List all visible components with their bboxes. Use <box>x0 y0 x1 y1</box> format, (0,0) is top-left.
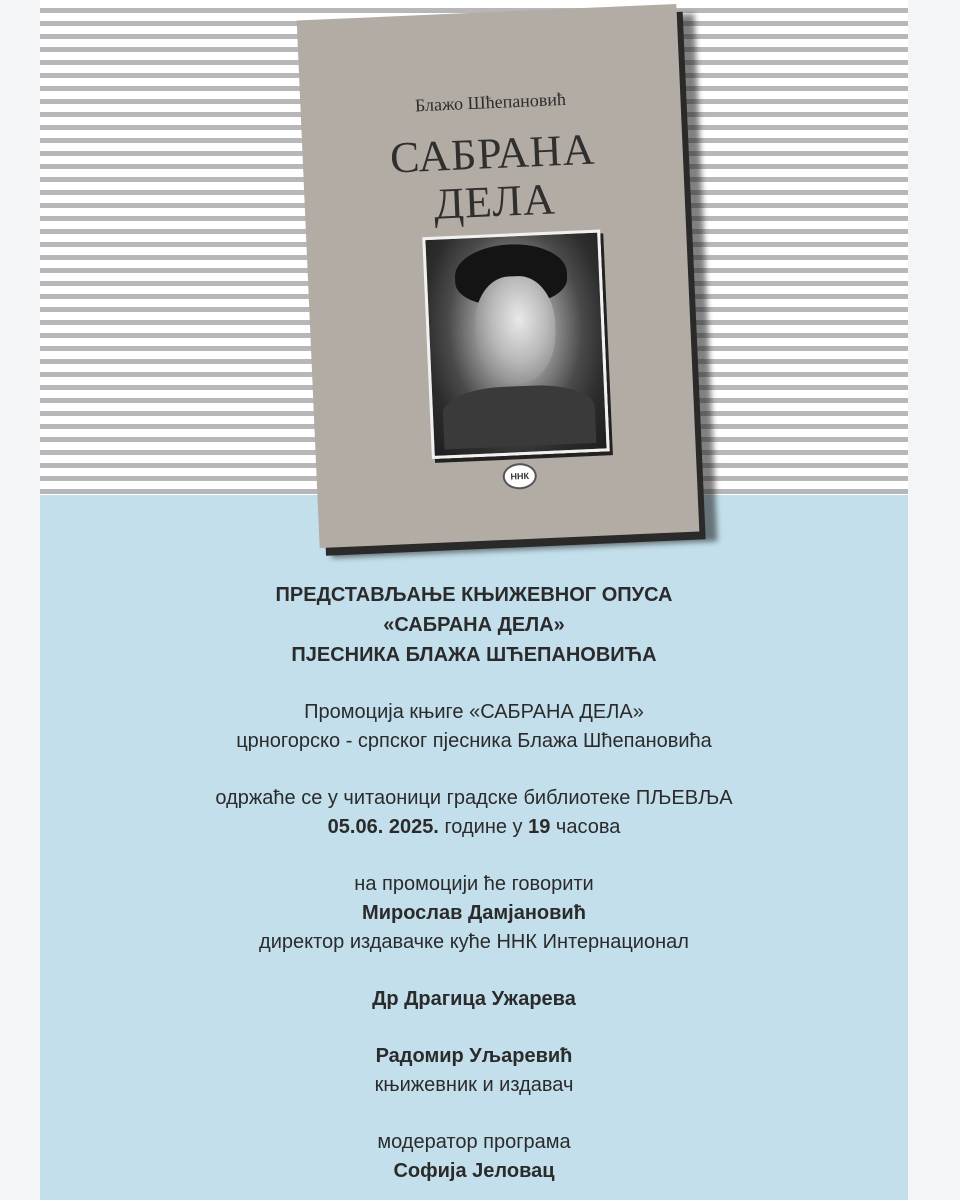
book-title-line1: САБРАНА <box>388 124 597 183</box>
moderator-label: модератор програма <box>377 1131 571 1153</box>
book-author: Блажо Шћепановић <box>414 88 567 116</box>
speaker-1-role: директор издавачке куће ННК Интернационал <box>259 931 689 953</box>
event-text <box>40 580 908 1186</box>
moderator-name: Софија Јеловац <box>393 1160 555 1182</box>
event-location: одржаће се у читаоници градске библиотеке ПЉЕВЉА <box>215 787 733 809</box>
heading-line2: «САБРАНА ДЕЛА» <box>383 614 565 636</box>
portrait-shirt <box>442 383 596 450</box>
event-datetime <box>40 813 908 842</box>
heading-line1: ПРЕДСТАВЉАЊЕ КЊИЖЕВНОГ ОПУСА <box>275 584 673 606</box>
event-hour: 19 <box>528 816 551 838</box>
book-cover <box>297 4 700 548</box>
speaker-1-name: Мирослав Дамјановић <box>362 902 586 924</box>
author-portrait <box>422 230 610 460</box>
event-unit: часова <box>555 816 621 838</box>
speaker-3-name: Радомир Уљаревић <box>375 1045 573 1067</box>
event-date: 05.06. 2025. <box>327 816 439 838</box>
book-title <box>302 122 686 234</box>
event-mid: године у <box>444 816 523 838</box>
promo-line1: Промоција књиге «САБРАНА ДЕЛА» <box>304 701 644 723</box>
portrait-face <box>473 275 558 386</box>
book-title-line2: ДЕЛА <box>432 174 557 229</box>
speaker-2-name: Др Драгица Ужарева <box>372 988 576 1010</box>
publisher-logo: ННК <box>502 463 537 490</box>
promo-line2: црногорско - српског пјесника Блажа Шћепановића <box>236 730 712 752</box>
speakers-intro: на промоцији ће говорити <box>354 873 594 895</box>
heading-line3: ПЈЕСНИКА БЛАЖА ШЋЕПАНОВИЋА <box>291 644 657 666</box>
speaker-3-role: књижевник и издавач <box>374 1074 574 1096</box>
event-poster <box>40 0 908 1200</box>
